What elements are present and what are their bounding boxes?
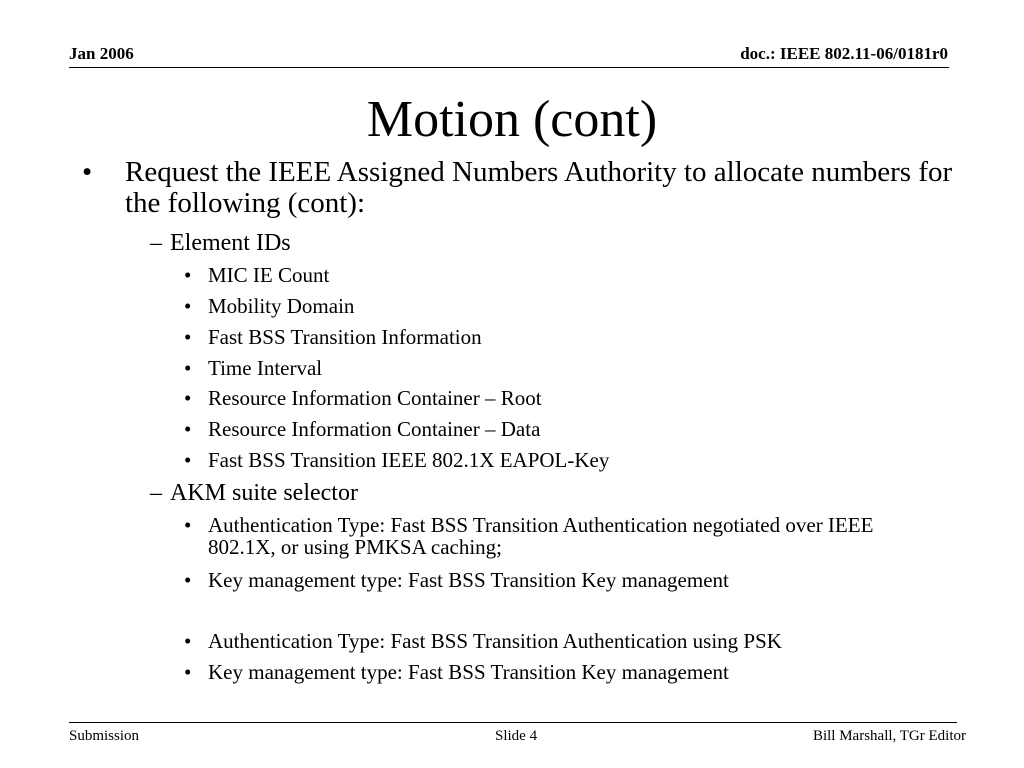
list-item — [184, 326, 944, 348]
list-item-text: Time Interval — [208, 356, 323, 380]
bullet-dot: • — [184, 356, 192, 380]
list-item-text: Fast BSS Transition Information — [208, 325, 482, 349]
footer-author: Bill Marshall, TGr Editor — [812, 728, 966, 744]
bullet-dot: • — [184, 386, 192, 410]
list-item — [184, 449, 944, 471]
list-item-text: Fast BSS Transition IEEE 802.1X EAPOL-Key — [208, 448, 610, 472]
list-item — [184, 630, 944, 652]
dash-marker: – — [150, 230, 162, 256]
list-item — [184, 295, 944, 317]
subhead-label: AKM suite selector — [170, 480, 358, 506]
bullet-dot: • — [184, 513, 192, 537]
bullet-dot: • — [184, 660, 192, 684]
header-date: Jan 2006 — [69, 44, 134, 63]
list-item — [184, 569, 944, 591]
list-item-text: Key management type: Fast BSS Transition Key management — [208, 660, 729, 684]
subhead-element-ids — [150, 229, 291, 257]
list-item — [184, 357, 944, 379]
list-item-text: Resource Information Container – Data — [208, 417, 541, 441]
bullet-dot: • — [184, 263, 192, 287]
footer-slide-number: Slide 4 — [495, 728, 538, 744]
list-item-text: Resource Information Container – Root — [208, 386, 542, 410]
list-item-text: Key management type: Fast BSS Transition Key management — [208, 568, 729, 592]
bullet-dot: • — [184, 629, 192, 653]
list-item — [184, 418, 944, 440]
bullet-dot: • — [184, 294, 192, 318]
subhead-akm-suite-selector — [150, 479, 358, 507]
bullet-dot: • — [184, 568, 192, 592]
list-item — [184, 387, 944, 409]
main-bullet — [82, 157, 982, 219]
header-divider — [69, 67, 949, 68]
bullet-dot: • — [82, 156, 93, 188]
list-item — [184, 264, 944, 286]
bullet-dot: • — [184, 448, 192, 472]
list-item-text: Authentication Type: Fast BSS Transition Authentication using PSK — [208, 629, 782, 653]
list-item-text: Authentication Type: Fast BSS Transition Authentication negotiated over IEEE 802.1X, or using PMKSA caching; — [208, 513, 874, 559]
dash-marker: – — [150, 480, 162, 506]
footer-submission: Submission — [69, 728, 140, 744]
footer-divider — [69, 722, 957, 723]
slide-title: Motion (cont) — [366, 91, 658, 148]
list-item — [184, 661, 944, 683]
bullet-dot: • — [184, 325, 192, 349]
subhead-label: Element IDs — [170, 230, 291, 256]
bullet-dot: • — [184, 417, 192, 441]
list-item — [184, 514, 944, 558]
header-doc-id: doc.: IEEE 802.11-06/0181r0 — [740, 44, 948, 63]
list-item-text: Mobility Domain — [208, 294, 355, 318]
main-bullet-text: Request the IEEE Assigned Numbers Authority to allocate numbers for the following (cont): — [125, 156, 953, 219]
list-item-text: MIC IE Count — [208, 263, 330, 287]
